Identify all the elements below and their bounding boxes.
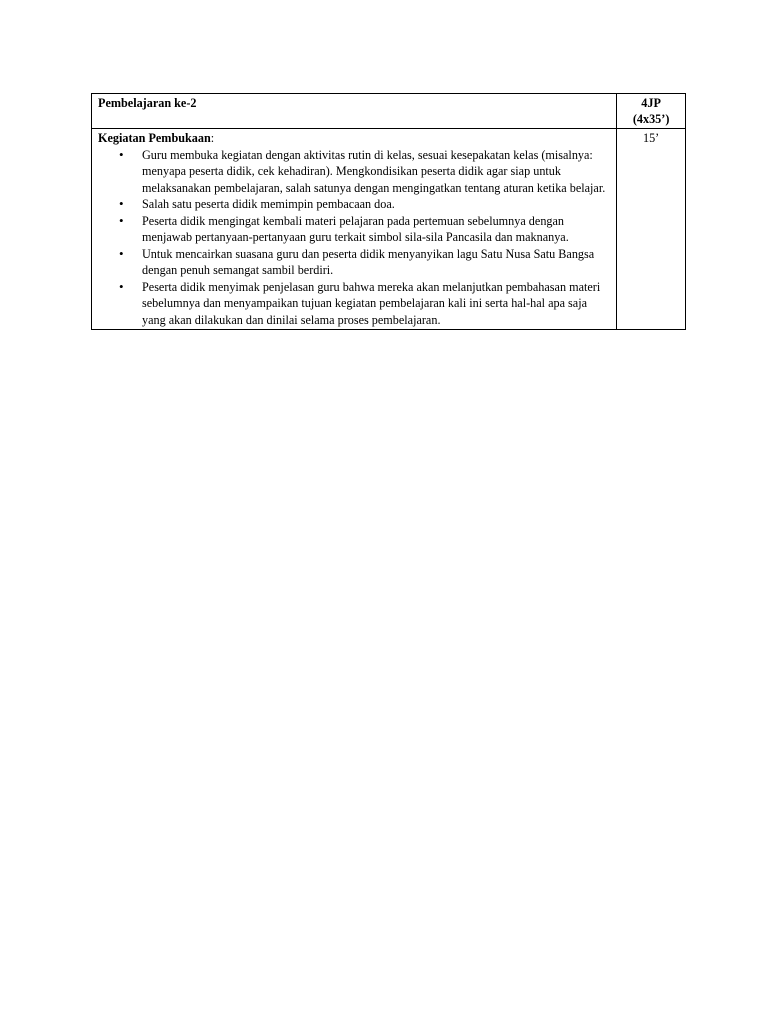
list-item: • Salah satu peserta didik memimpin pembacaan doa. <box>142 196 610 213</box>
section-heading <box>98 130 610 147</box>
time-allocation-detail: (4x35’) <box>632 112 670 126</box>
time-allocation-jp: 4JP <box>641 96 661 110</box>
time-allocation-cell <box>617 94 686 129</box>
section-title: Kegiatan Pembukaan <box>98 131 211 145</box>
lesson-title-cell <box>92 94 617 129</box>
list-item: • Peserta didik mengingat kembali materi pelajaran pada pertemuan sebelumnya dengan menjawab pertanyaan-pertanyaan guru terkait simbol sila-sila Pancasila dan maknanya. <box>142 213 610 246</box>
list-item: • Guru membuka kegiatan dengan aktivitas rutin di kelas, sesuai kesepakatan kelas (misalnya: menyapa peserta didik, cek kehadiran). Mengkondisikan peserta didik agar siap untuk melaksanakan pembelajaran, salah satunya dengan mengingatkan tentang aturan ketika belajar. <box>142 147 610 197</box>
list-item: • Untuk mencairkan suasana guru dan peserta didik menyanyikan lagu Satu Nusa Satu Bangsa dengan penuh semangat sambil berdiri. <box>142 246 610 279</box>
list-item: • Peserta didik menyimak penjelasan guru bahwa mereka akan melanjutkan pembahasan materi sebelumnya dan menyampaikan tujuan kegiatan pembelajaran kali ini serta hal-hal apa saja yang akan dilakukan dan dinilai selama proses pembelajaran. <box>142 279 610 329</box>
section-colon: : <box>210 131 215 145</box>
lesson-title: Pembelajaran ke-2 <box>98 96 197 110</box>
lesson-plan-table <box>91 93 686 330</box>
duration-cell <box>617 129 686 330</box>
activity-list <box>98 147 610 329</box>
table-header-row <box>92 94 686 129</box>
activity-cell <box>92 129 617 330</box>
section-duration: 15’ <box>642 131 660 145</box>
table-body-row <box>92 129 686 330</box>
